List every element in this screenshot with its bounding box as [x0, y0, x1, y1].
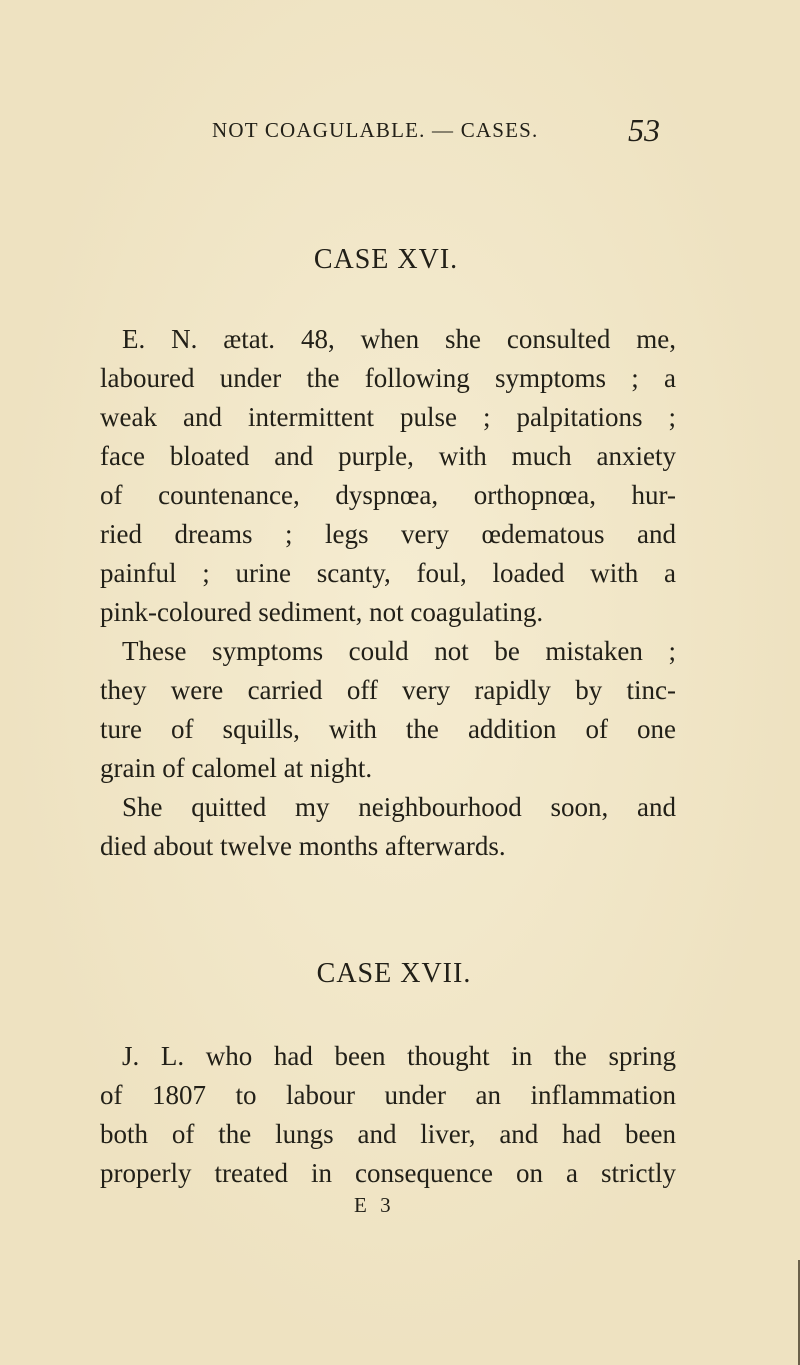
text-line: weak and intermittent pulse ; palpitations ; — [100, 402, 676, 432]
text-line: both of the lungs and liver, and had been — [100, 1119, 676, 1149]
text-line: E. N. ætat. 48, when she consulted me, — [122, 324, 676, 354]
text-line: She quitted my neighbourhood soon, and — [122, 792, 676, 822]
signature-mark: E 3 — [354, 1193, 395, 1217]
case-xvi-heading: CASE XVI. — [313, 244, 459, 275]
text-line: pink-coloured sediment, not coagulating. — [100, 597, 544, 627]
case-xvii-text — [100, 1037, 676, 1193]
text-line: J. L. who had been thought in the spring — [122, 1041, 676, 1071]
text-line: laboured under the following symptoms ; a — [100, 363, 676, 393]
text-line: of 1807 to labour under an inflammation — [100, 1080, 676, 1110]
text-line: ture of squills, with the addition of one — [100, 714, 676, 744]
text-line: properly treated in consequence on a strictly — [100, 1158, 676, 1188]
text-line: face bloated and purple, with much anxiety — [100, 441, 676, 471]
page-number: 53 — [628, 112, 660, 148]
case-xvii-heading: CASE XVII. — [316, 958, 472, 989]
running-title: NOT COAGULABLE. — CASES. — [212, 118, 539, 142]
text-line: grain of calomel at night. — [100, 753, 373, 783]
text-line: died about twelve months afterwards. — [100, 831, 506, 861]
text-line: they were carried off very rapidly by tinc- — [100, 675, 676, 705]
text-line: of countenance, dyspnœa, orthopnœa, hur- — [100, 480, 676, 510]
case-xvi-text — [100, 320, 676, 866]
text-line: These symptoms could not be mistaken ; — [122, 636, 676, 666]
running-head — [0, 112, 800, 148]
text-line: painful ; urine scanty, foul, loaded with a — [100, 558, 676, 588]
text-line: ried dreams ; legs very œdematous and — [100, 519, 676, 549]
